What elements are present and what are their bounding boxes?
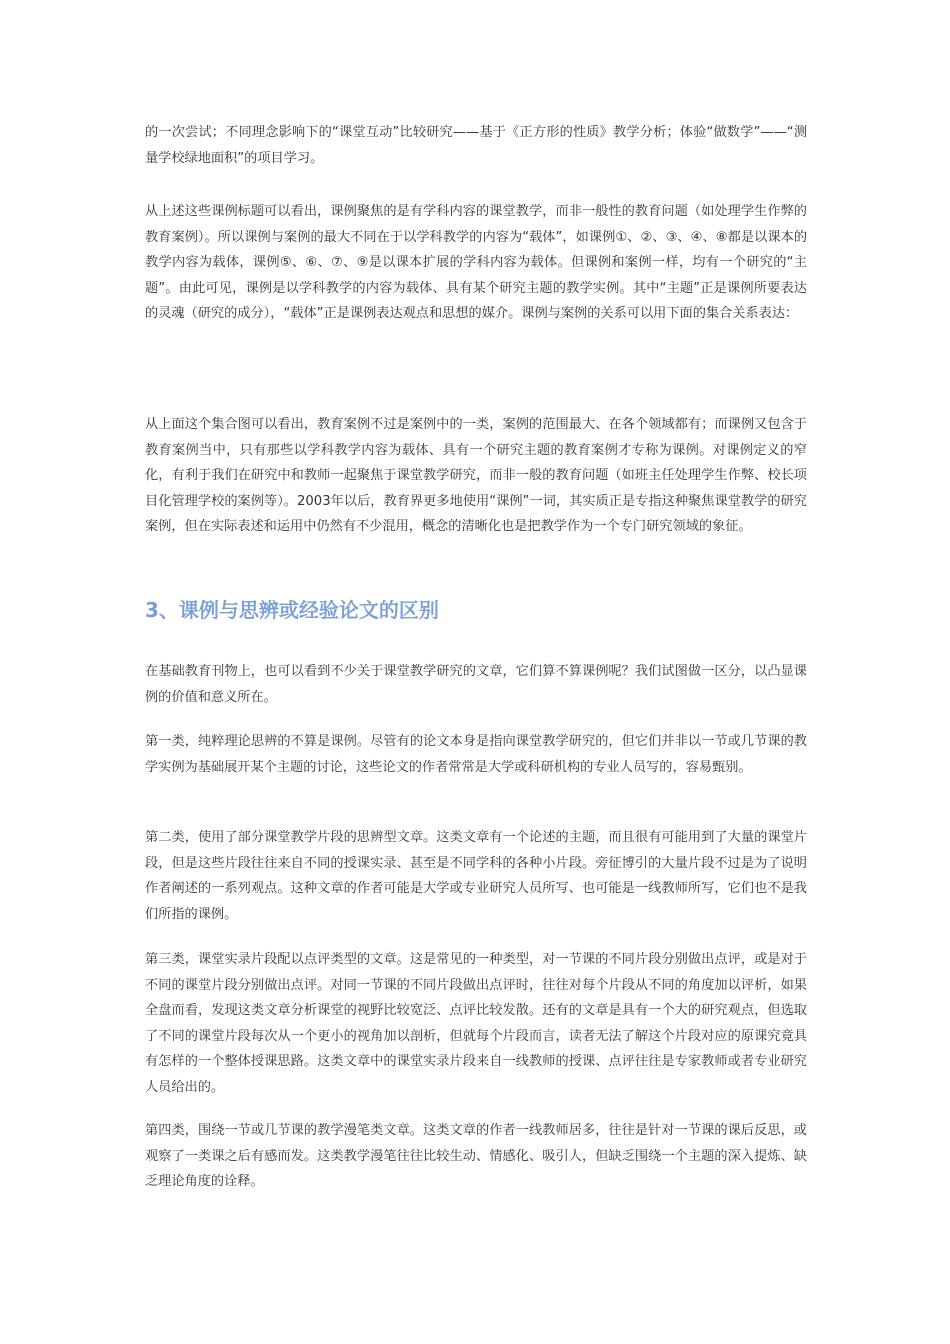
paragraph-6: 第二类，使用了部分课堂教学片段的思辨型文章。这类文章有一个论述的主题，而且很有可能用到了大量的课堂片段，但是这些片段往往来自不同的授课实录、甚至是不同学科的各种小片段。旁征博引的大量片段不过是为了说明作者阐述的一系列观点。这种文章的作者可能是大学或专业研究人员所写、也可能是一线教师所写，它们也不是我们所指的课例。 bbox=[145, 830, 807, 922]
section-heading: 3、课例与思辨或经验论文的区别 bbox=[145, 598, 439, 622]
paragraph-1: 的一次尝试；不同理念影响下的“课堂互动”比较研究——基于《正方形的性质》教学分析；体验“做数学”——“测量学校绿地面积”的项目学习。 bbox=[145, 125, 807, 166]
paragraph-3: 从上面这个集合图可以看出，教育案例不过是案例中的一类，案例的范围最大、在各个领域都有；而课例又包含于教育案例当中，只有那些以学科教学内容为载体、具有一个研究主题的教育案例才专称为课例。对课例定义的窄化，有利于我们在研究中和教师一起聚焦于课堂教学研究，而非一般的教育问题（如班主任处理学生作弊、校长项目化管理学校的案例等）。2003年以后，教育界更多地使用“课例”一词，其实质正是专指这种聚焦课堂教学的研究案例，但在实际表述和运用中仍然有不少混用，概念的清晰化也是把教学作为一个专门研究领域的象征。 bbox=[145, 417, 807, 534]
paragraph-5: 第一类，纯粹理论思辨的不算是课例。尽管有的论文本身是指向课堂教学研究的，但它们并非以一节或几节课的教学实例为基础展开某个主题的讨论，这些论文的作者常常是大学或科研机构的专业人员写的，容易甄别。 bbox=[145, 734, 807, 775]
paragraph-7: 第三类，课堂实录片段配以点评类型的文章。这是常见的一种类型，对一节课的不同片段分别做出点评，或是对于不同的课堂片段分别做出点评。对同一节课的不同片段做出点评时，往往对每个片段从不同的角度加以评析，如果全盘而看，发现这类文章分析课堂的视野比较宽泛、点评比较发散。还有的文章是具有一个大的研究观点，但选取了不同的课堂片段每次从一个更小的视角加以剖析，但就每个片段而言，读者无法了解这个片段对应的原课究竟具有怎样的一个整体授课思路。这类文章中的课堂实录片段来自一线教师的授课、点评往往是专家教师或者专业研究人员给出的。 bbox=[145, 952, 807, 1095]
paragraph-8: 第四类，围绕一节或几节课的教学漫笔类文章。这类文章的作者一线教师居多，往往是针对一节课的课后反思，或观察了一类课之后有感而发。这类教学漫笔往往比较生动、情感化、吸引人，但缺乏围绕一个主题的深入提炼、缺乏理论角度的诠释。 bbox=[145, 1123, 807, 1189]
paragraph-4: 在基础教育刊物上，也可以看到不少关于课堂教学研究的文章，它们算不算课例呢？我们试图做一区分，以凸显课例的价值和意义所在。 bbox=[145, 664, 807, 705]
paragraph-2: 从上述这些课例标题可以看出，课例聚焦的是有学科内容的课堂教学，而非一般性的教育问题（如处理学生作弊的教育案例）。所以课例与案例的最大不同在于以学科教学的内容为“载体”，如课例①、②、③、④、⑧都是以课本的教学内容为载体，课例⑤、⑥、⑦、⑨是以课本扩展的学科内容为载体。但课例和案例一样，均有一个研究的“主题”。由此可见，课例是以学科教学的内容为载体、具有某个研究主题的教学实例。其中“主题”正是课例所要表达的灵魂（研究的成分），“载体”正是课例表达观点和思想的媒介。课例与案例的关系可以用下面的集合关系表达： bbox=[145, 204, 807, 321]
